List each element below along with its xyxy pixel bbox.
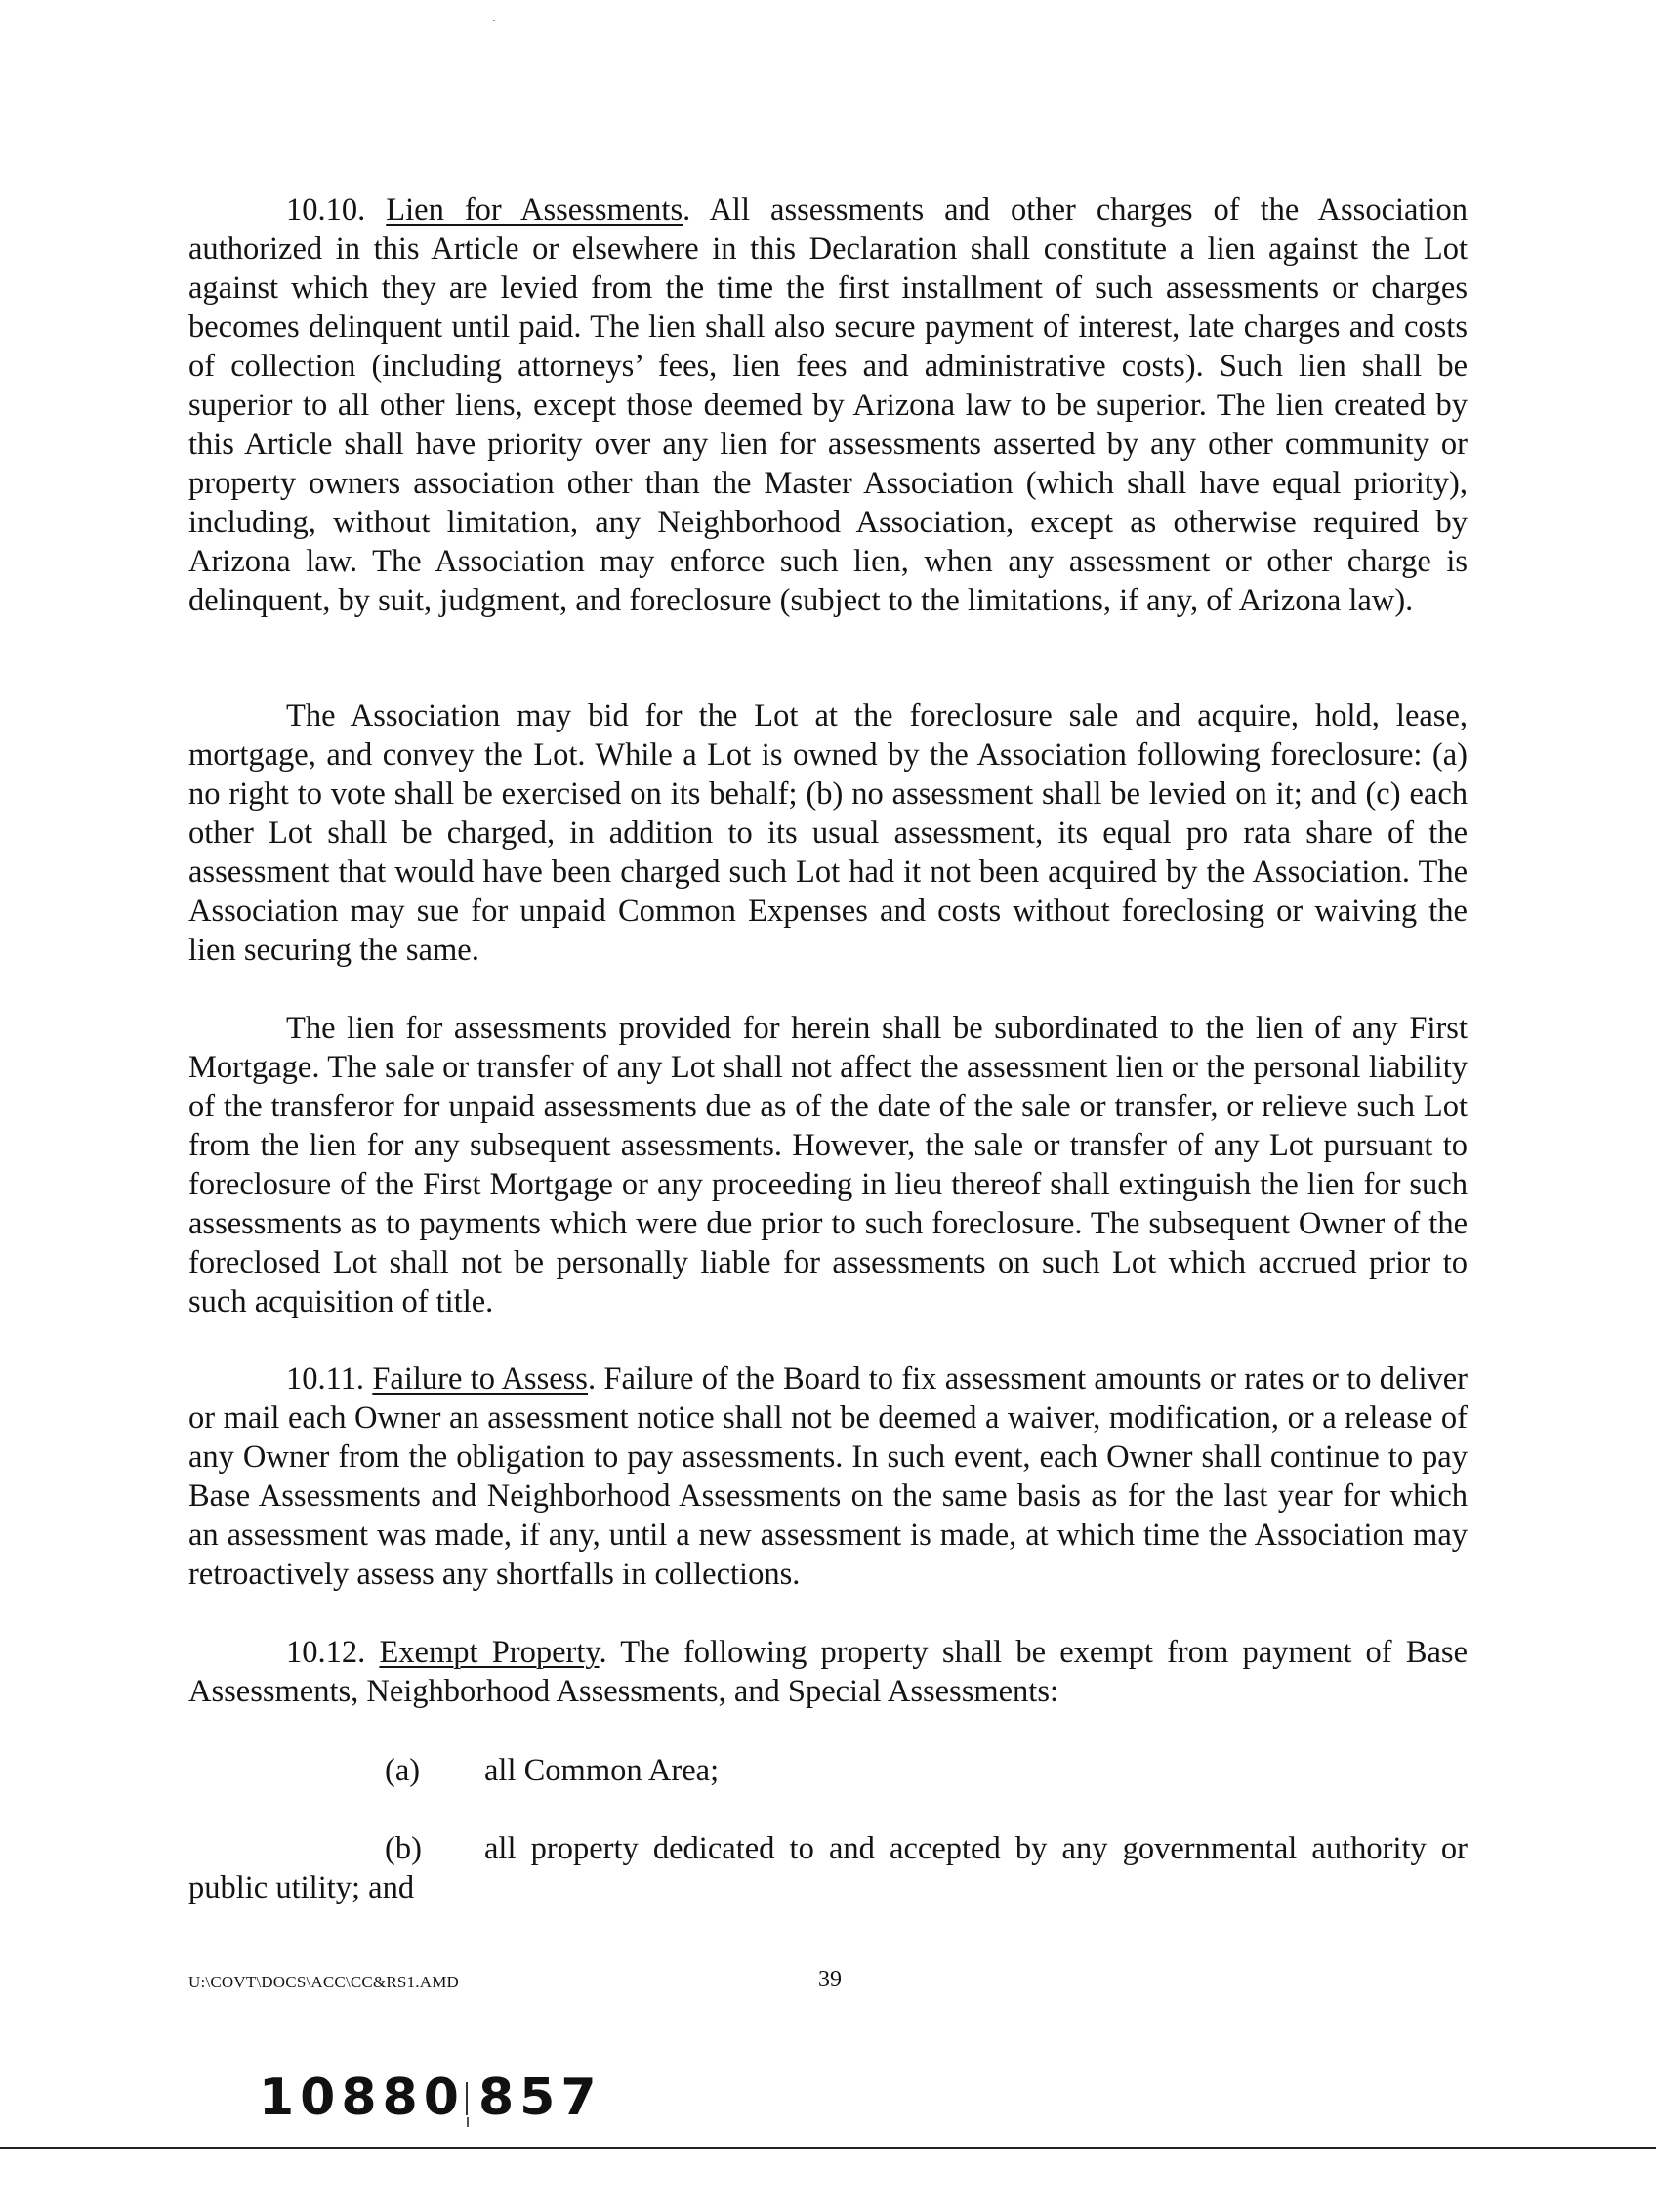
scan-speck [493, 20, 495, 21]
recording-book-number: 10880 [259, 2068, 465, 2127]
section-text: . The following property shall be exempt from payment of Base Assessments, Neighborhood Assessments, and Special Assessments: [188, 1635, 1468, 1709]
section-text: . All assessments and other charges of the Association authorized in this Article or elsewhere in this Declaration shall constitute a lien against the Lot against which they are levied from the time the first installment of such assessments or charges becomes delinquent until paid. The lien shall also secure payment of interest, late charges and costs of collection (including attorneys’ fees, lien fees and administrative costs). Such lien shall be superior to all other liens, except those deemed by Arizona law to be superior. The lien created by this Article shall have priority over any lien for assessments asserted by any other community or property owners association other than the Master Association (which shall have equal priority), including, without limitation, any Neighborhood Association, except as otherwise required by Arizona law. The Association may enforce such lien, when any assessment or other charge is delinquent, by suit, judgment, and foreclosure (subject to the limitations, if any, of Arizona law). [188, 192, 1469, 618]
list-text: all Common Area; [484, 1753, 720, 1788]
section-heading: Exempt Property [379, 1635, 600, 1670]
section-heading: Failure to Assess [372, 1361, 588, 1397]
section-number: 10.11. [286, 1361, 365, 1397]
section-text: . Failure of the Board to fix assessment amounts or rates or to deliver or mail each Owner an assessment notice shall not be deemed a waiver, modification, or a release of any Owner from the obligation to pay assessments. In such event, each Owner shall continue to pay Base Assessments and Neighborhood Assessments on the same basis as for the last year for which an assessment was made, if any, until a new assessment is made, at which time the Association may retroactively assess any shortfalls in collections. [188, 1361, 1469, 1592]
section-10-12 [188, 1633, 1468, 1711]
bottom-rule [0, 2147, 1656, 2149]
page-number: 39 [818, 1967, 842, 1992]
list-marker: (a) [385, 1753, 421, 1788]
footer-file-path: U:\COVT\DOCS\ACC\CC&RS1.AMD [188, 1973, 459, 1991]
stamp-separator [466, 2082, 468, 2115]
list-text: all property dedicated to and accepted by any governmental authority or public utility; and [188, 1831, 1468, 1905]
section-10-10 [188, 190, 1468, 620]
stamp-separator-dot [467, 2117, 469, 2127]
section-10-11 [188, 1359, 1468, 1594]
paragraph-subordination: The lien for assessments provided for herein shall be subordinated to the lien of any First Mortgage. The sale or transfer of any Lot shall not affect the assessment lien or the personal liability of the transferor for unpaid assessments due as of the date of the sale or transfer, or relieve such Lot from the lien for any subsequent assessments. However, the sale or transfer of any Lot pursuant to foreclosure of the First Mortgage or any proceeding in lieu thereof shall extinguish the lien for such assessments as to payments which were due prior to such foreclosure. The subsequent Owner of the foreclosed Lot shall not be personally liable for assessments on such Lot which accrued prior to such acquisition of title. [188, 1011, 1468, 1319]
section-number: 10.10. [286, 192, 366, 228]
section-heading: Lien for Assessments [386, 192, 683, 228]
list-marker: (b) [385, 1831, 422, 1866]
paragraph-foreclosure: The Association may bid for the Lot at the foreclosure sale and acquire, hold, lease, mortgage, and convey the Lot. While a Lot is owned by the Association following foreclosure: (a) no right to vote shall be exercised on its behalf; (b) no assessment shall be levied on it; and (c) each other Lot shall be charged, in addition to its usual assessment, its equal pro rata share of the assessment that would have been charged such Lot had it not been acquired by the Association. The Association may sue for unpaid Common Expenses and costs without foreclosing or waiving the lien securing the same. [188, 698, 1468, 968]
recording-page-number: 857 [478, 2068, 602, 2127]
section-number: 10.12. [286, 1635, 366, 1670]
